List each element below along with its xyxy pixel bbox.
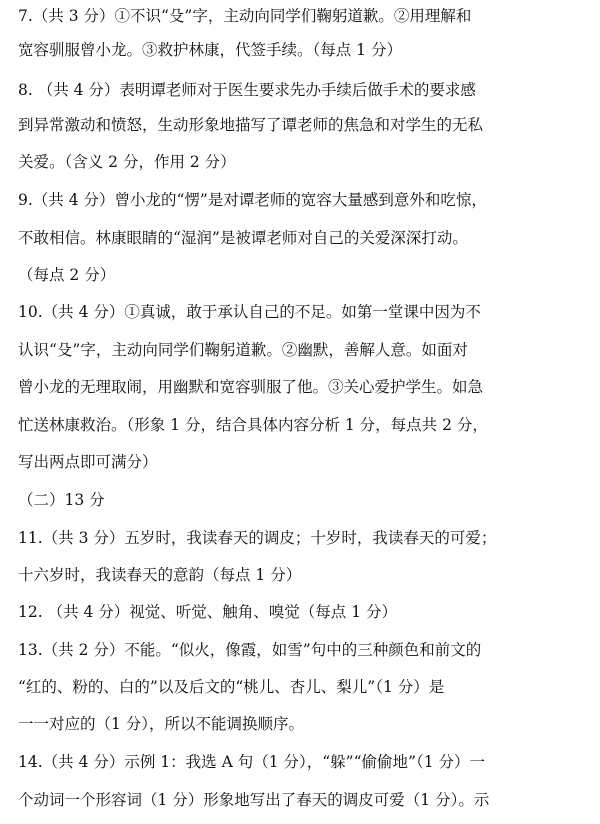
text-line: 到异常激动和愤怒，生动形象地描写了谭老师的焦急和对学生的无私 xyxy=(18,116,484,134)
text-line: 9.（共 4 分）曾小龙的“愣”是对谭老师的宽容大量感到意外和吃惊， xyxy=(18,191,487,209)
text-line: 忙送林康救治。（形象 1 分，结合具体内容分析 1 分，每点共 2 分， xyxy=(18,416,488,434)
text-line: 关爱。（含义 2 分，作用 2 分） xyxy=(18,153,236,171)
text-line: 写出两点即可满分） xyxy=(18,453,158,471)
text-line: 曾小龙的无理取闹，用幽默和宽容驯服了他。③关心爱护学生。如急 xyxy=(18,378,484,396)
text-line: 10.（共 4 分）①真诚，敢于承认自己的不足。如第一堂课中因为不 xyxy=(18,303,481,321)
text-line: （每点 2 分） xyxy=(18,266,116,284)
text-line: 不敢相信。林康眼睛的“湿润”是被谭老师对自己的关爱深深打动。 xyxy=(18,229,468,247)
text-line: 宽容驯服曾小龙。③救护林康，代签手续。（每点 1 分） xyxy=(18,41,402,59)
text-line: “红的、粉的、白的”以及后文的“桃儿、杏儿、梨儿”（1 分）是 xyxy=(18,678,445,696)
text-line: 13.（共 2 分）不能。“似火，像霞，如雪”句中的三种颜色和前文的 xyxy=(18,641,482,659)
text-line: 14.（共 4 分）示例 1：我选 A 句（1 分），“躲”“偷偷地”（1 分）一 xyxy=(18,753,485,771)
text-line: 11.（共 3 分）五岁时，我读春天的调皮；十岁时，我读春天的可爱； xyxy=(18,529,497,547)
section-heading: （二）13 分 xyxy=(18,491,105,509)
text-line: 8. （共 4 分）表明谭老师对于医生要求先办手续后做手术的要求感 xyxy=(18,81,476,99)
text-line: 12. （共 4 分）视觉、听觉、触角、嗅觉（每点 1 分） xyxy=(18,603,398,621)
text-line: 个动词一个形容词（1 分）形象地写出了春天的调皮可爱（1 分）。示 xyxy=(18,791,490,809)
text-line: 认识“殳”字，主动向同学们鞠躬道歉。②幽默，善解人意。如面对 xyxy=(18,341,468,359)
text-line: 十六岁时，我读春天的意韵（每点 1 分） xyxy=(18,566,302,584)
text-line: 7.（共 3 分）①不识“殳”字，主动向同学们鞠躬道歉。②用理解和 xyxy=(18,7,472,25)
text-line: 一一对应的（1 分），所以不能调换顺序。 xyxy=(18,715,305,733)
